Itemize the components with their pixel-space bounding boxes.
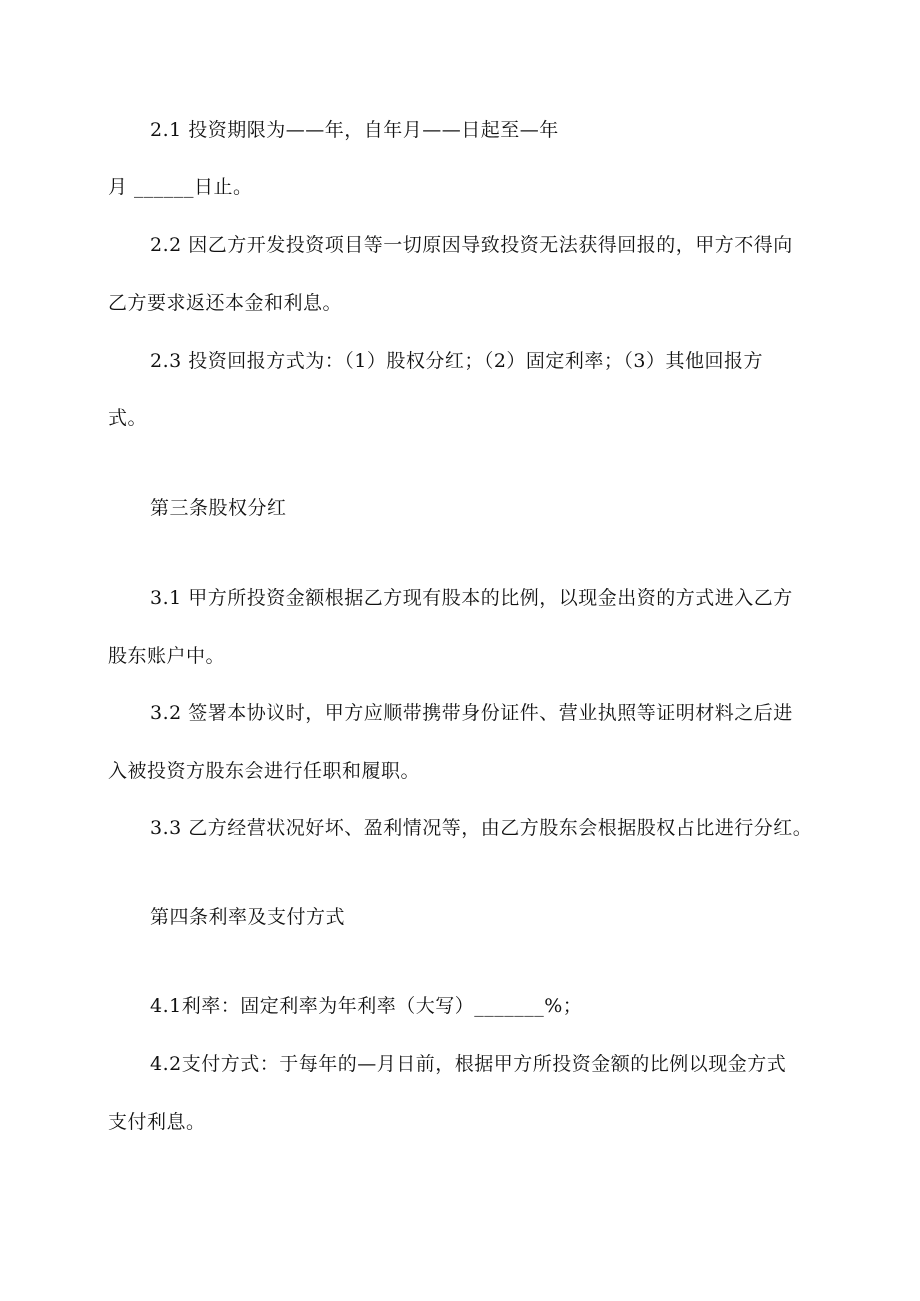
clause-2-1-line-2: 月 ______日止。: [108, 176, 253, 198]
clause-3-2-line-1: 3.2 签署本协议时，甲方应顺带携带身份证件、营业执照等证明材料之后进: [150, 702, 793, 724]
clause-4-2-line-1: 4.2支付方式：于每年的—月日前，根据甲方所投资金额的比例以现金方式: [150, 1053, 787, 1075]
clause-2-3-line-2: 式。: [108, 407, 148, 429]
clause-2-3-line-1: 2.3 投资回报方式为：（1）股权分红；（2）固定利率；（3）其他回报方: [150, 350, 764, 372]
article-4-heading: 第四条利率及支付方式: [150, 906, 346, 928]
clause-3-1-line-2: 股东账户中。: [108, 645, 226, 667]
clause-2-2-line-2: 乙方要求返还本金和利息。: [108, 292, 343, 314]
clause-3-3-line-1: 3.3 乙方经营状况好坏、盈利情况等，由乙方股东会根据股权占比进行分红。: [150, 817, 813, 839]
clause-3-2-line-2: 入被投资方股东会进行任职和履职。: [108, 760, 421, 782]
clause-3-1-line-1: 3.1 甲方所投资金额根据乙方现有股本的比例，以现金出资的方式进入乙方: [150, 587, 793, 609]
clause-4-2-line-2: 支付利息。: [108, 1111, 206, 1133]
clause-2-1-line-1: 2.1 投资期限为——年，自年月——日起至—年: [150, 119, 559, 141]
clause-4-1-line-1: 4.1利率：固定利率为年利率（大写）_______%；: [150, 995, 583, 1017]
article-3-heading: 第三条股权分红: [150, 497, 287, 519]
clause-2-2-line-1: 2.2 因乙方开发投资项目等一切原因导致投资无法获得回报的，甲方不得向: [150, 234, 793, 256]
